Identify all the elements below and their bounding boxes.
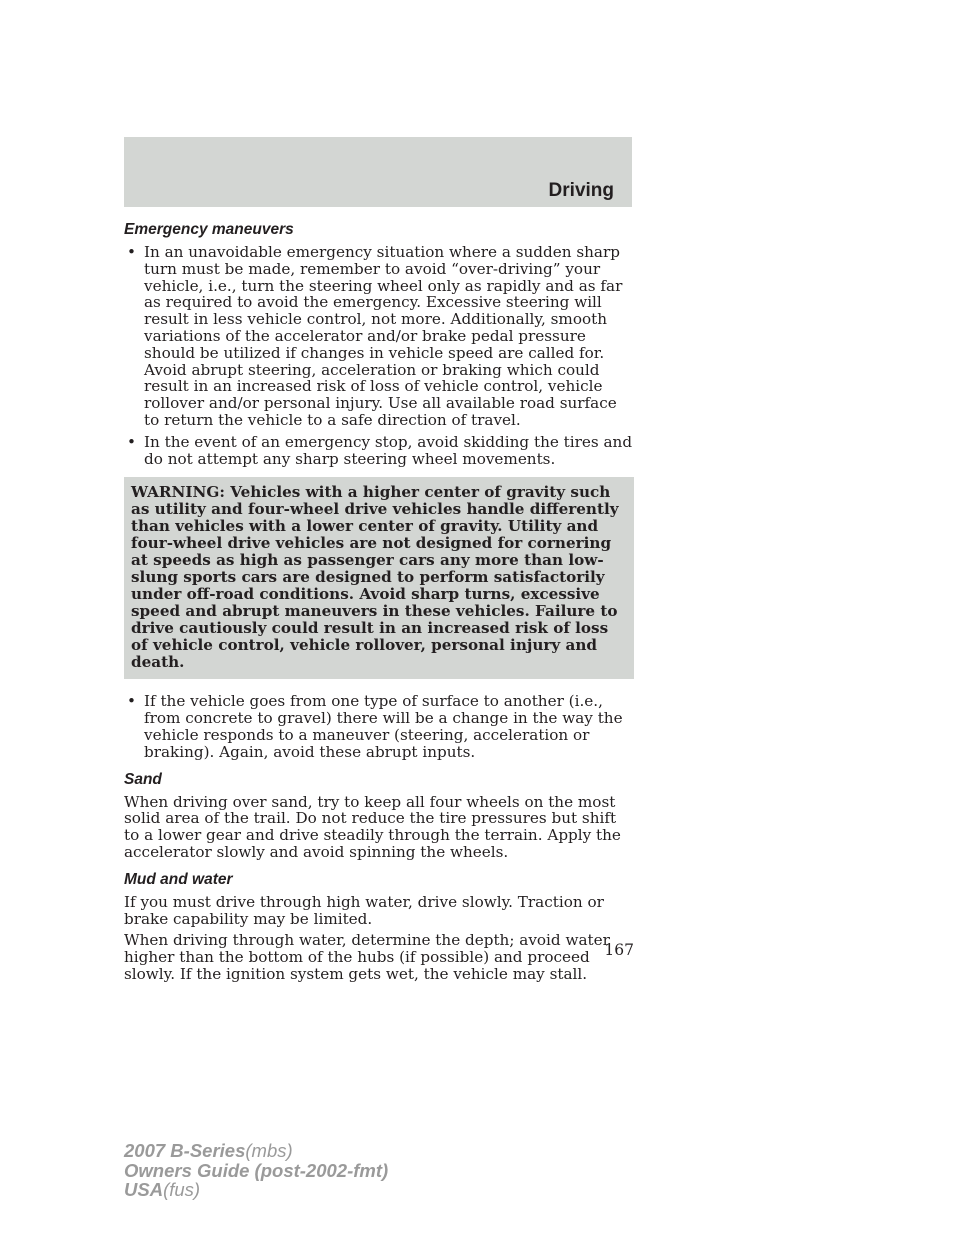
footer-line-3 [124,1180,388,1200]
bullet-icon: • [127,432,136,451]
footer-market: USA [124,1179,164,1200]
footer-model-code: (mbs) [245,1140,293,1161]
bullet-icon: • [127,692,136,711]
list-item [124,693,634,760]
footer [124,1141,388,1200]
footer-guide: Owners Guide (post-2002-fmt) [124,1159,389,1181]
mud-heading: Mud and water [124,870,233,888]
bullet-text: In the event of an emergency stop, avoid skidding the tires and do not attempt any sharp steering wheel movements. [144,432,633,468]
page-content [124,221,634,988]
sand-paragraph: When driving over sand, try to keep all four wheels on the most solid area of the trail. Do not reduce the tire pressures but shift to a lower gear and drive steadily through the terrain. Apply the accelerator slowly and avoid spinning the wheels. [124,792,621,861]
bullet-text: If the vehicle goes from one type of surface to another (i.e., from concrete to gravel) there will be a change in the way the vehicle responds to a maneuver (steering, acceleration or braking). Again, avoid these abrupt inputs. [144,692,623,761]
footer-line-2 [124,1161,388,1181]
footer-line-1 [124,1141,388,1161]
footer-market-code: (fus) [163,1179,201,1200]
bullet-text: In an unavoidable emergency situation where a sudden sharp turn must be made, remember to avoid “over-driving” your vehicle, i.e., turn the steering wheel only as rapidly and as far as required to avoid the emergency. Excessive steering will result in less vehicle control, not more. Additionally, smooth variations of the accelerator and/or brake pedal pressure should be utilized if changes in vehicle speed are called for. Avoid abrupt steering, acceleration or braking which could result in an increased risk of loss of vehicle control, vehicle rollover and/or personal injury. Use all available road surface to return the vehicle to a safe direction of travel. [144,243,623,429]
mud-paragraph-2: When driving through water, determine the depth; avoid water higher than the bottom of the hubs (if possible) and proceed slowly. If the ignition system gets wet, the vehicle may stall. [124,931,610,983]
list-item [124,434,634,468]
surface-bullet-list [124,693,634,760]
mud-paragraph-1: If you must drive through high water, drive slowly. Traction or brake capability may be limited. [124,892,604,928]
list-item [124,244,634,429]
warning-text: WARNING: Vehicles with a higher center of gravity such as utility and four-wheel drive vehicles handle differently than vehicles with a lower center of gravity. Utility and four-wheel drive vehicles are not designed for cornering at speeds as high as passenger cars any more than low-slung sports cars are designed to perform satisfactorily under off-road conditions. Avoid sharp turns, excessive speed and abrupt maneuvers in these vehicles. Failure to drive cautiously could result in an increased risk of loss of vehicle control, vehicle rollover, personal injury and death. [131,483,619,672]
page-number: 167 [604,941,634,959]
bullet-icon: • [127,243,136,261]
warning-box [124,477,634,679]
section-header-band [124,137,632,207]
sand-heading: Sand [124,770,162,788]
emergency-bullet-list [124,244,634,467]
emergency-heading: Emergency maneuvers [124,221,294,238]
footer-model: 2007 B-Series [124,1140,246,1161]
section-title: Driving [548,180,614,201]
